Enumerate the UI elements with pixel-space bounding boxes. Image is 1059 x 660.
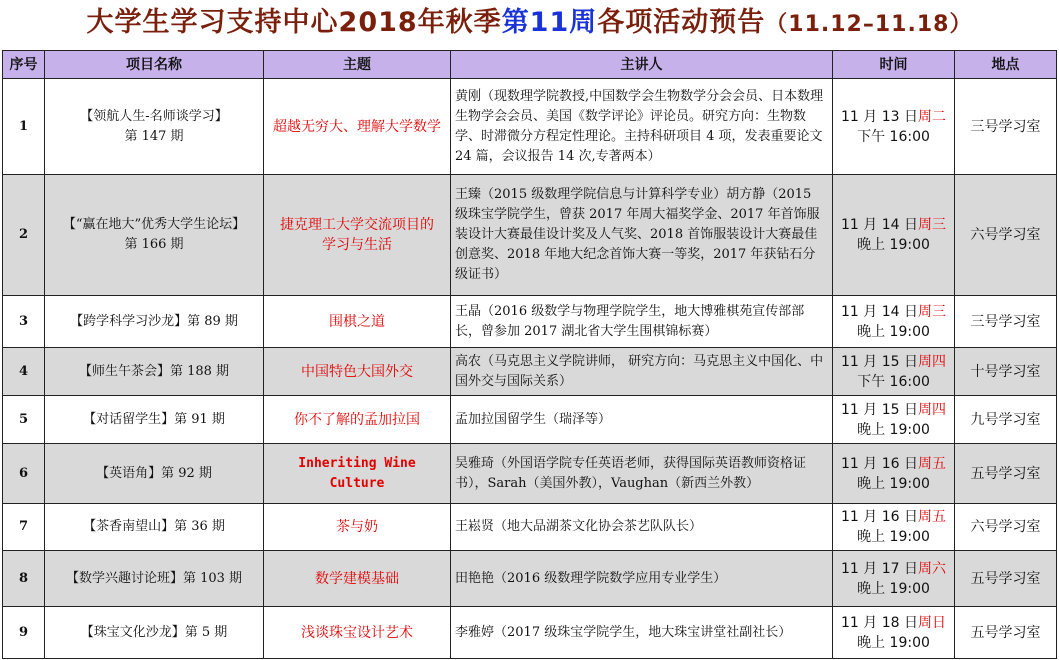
row-number: 1 bbox=[3, 79, 45, 175]
row-number: 2 bbox=[3, 175, 45, 296]
project-name bbox=[45, 504, 264, 551]
row-number: 7 bbox=[3, 504, 45, 551]
speaker: 王晶（2016 级数学与物理学院学生，地大博雅棋苑宣传部部长，曾参加 2017 湖北省大学生围棋锦标赛） bbox=[451, 296, 833, 348]
clock: 晚上 19:00 bbox=[857, 475, 930, 492]
topic bbox=[264, 348, 451, 396]
project-name bbox=[45, 348, 264, 396]
row-number: 5 bbox=[3, 396, 45, 444]
table-row bbox=[3, 551, 1057, 607]
project-line: 【领航人生-名师谈学习】 bbox=[80, 108, 228, 124]
project-name bbox=[45, 175, 264, 296]
time bbox=[833, 607, 955, 659]
date: 11 月 14 日 bbox=[841, 303, 918, 320]
topic bbox=[264, 444, 451, 504]
project-line: 【数学兴趣讨论班】第 103 期 bbox=[65, 570, 243, 586]
row-number: 3 bbox=[3, 296, 45, 348]
table-row bbox=[3, 296, 1057, 348]
topic bbox=[264, 551, 451, 607]
project-line: 【跨学科学习沙龙】第 89 期 bbox=[70, 313, 238, 329]
date: 11 月 15 日 bbox=[841, 401, 918, 418]
speaker: 王臻（2015 级数理学院信息与计算科学专业）胡方静（2015 级珠宝学院学生，曾获 2017 年周大福奖学金、2017 年首饰服装设计大赛最佳设计奖及人气奖、2018 首饰服装设计大赛最佳创意奖、2018 年地大纪念首饰大赛一等奖，2017 年获钻石分级证书） bbox=[451, 175, 833, 296]
page-title bbox=[0, 0, 1059, 46]
date: 11 月 13 日 bbox=[841, 108, 918, 125]
weekday: 周五 bbox=[917, 455, 946, 472]
place: 三号学习室 bbox=[955, 296, 1057, 348]
time bbox=[833, 551, 955, 607]
header-row bbox=[3, 51, 1057, 79]
date: 11 月 14 日 bbox=[841, 217, 918, 233]
topic bbox=[264, 79, 451, 175]
table-row bbox=[3, 175, 1057, 296]
clock: 晚上 19:00 bbox=[857, 421, 930, 438]
speaker: 王崧贤（地大品湖茶文化协会茶艺队队长） bbox=[451, 504, 833, 551]
topic-line: 学习与生活 bbox=[322, 237, 392, 253]
header-place: 地点 bbox=[955, 51, 1057, 79]
topic-line: 你不了解的孟加拉国 bbox=[294, 411, 420, 428]
project-name bbox=[45, 396, 264, 444]
title-date-range: （11.12–11.18） bbox=[765, 12, 973, 37]
clock: 晚上 19:00 bbox=[857, 529, 930, 545]
project-name bbox=[45, 79, 264, 175]
activity-table bbox=[2, 50, 1057, 659]
date: 11 月 18 日 bbox=[841, 614, 918, 631]
table-row bbox=[3, 607, 1057, 659]
weekday: 周五 bbox=[917, 509, 946, 525]
project-line: 【师生午茶会】第 188 期 bbox=[78, 363, 230, 379]
table-row bbox=[3, 79, 1057, 175]
weekday: 周日 bbox=[917, 614, 946, 631]
weekday: 周六 bbox=[917, 560, 946, 577]
topic bbox=[264, 175, 451, 296]
speaker: 高农（马克思主义学院讲师， 研究方向：马克思主义中国化、中国外交与国际关系） bbox=[451, 348, 833, 396]
topic bbox=[264, 504, 451, 551]
weekday: 周三 bbox=[917, 217, 946, 233]
header-topic: 主题 bbox=[264, 51, 451, 79]
time bbox=[833, 504, 955, 551]
title-week: 第11周 bbox=[501, 7, 598, 38]
weekday: 周四 bbox=[917, 353, 946, 370]
speaker: 黄刚（现数理学院教授,中国数学会生物数学分会会员、日本数理生物学会会员、美国《数学评论》评论员。研究方向：生物数学、时滞微分方程定性理论。主持科研项目 4 项，发表重要论文 24 篇，会议报告 14 次,专著两本） bbox=[451, 79, 833, 175]
topic-line: 捷克理工大学交流项目的 bbox=[280, 217, 434, 233]
topic-line: 数学建模基础 bbox=[315, 570, 399, 587]
header-time: 时间 bbox=[833, 51, 955, 79]
row-number: 6 bbox=[3, 444, 45, 504]
clock: 晚上 19:00 bbox=[857, 237, 930, 253]
project-line: 第 166 期 bbox=[124, 237, 184, 252]
place: 六号学习室 bbox=[955, 504, 1057, 551]
table-row bbox=[3, 504, 1057, 551]
project-name bbox=[45, 296, 264, 348]
time bbox=[833, 348, 955, 396]
topic-line: Inheriting Wine Culture bbox=[298, 455, 416, 491]
row-number: 8 bbox=[3, 551, 45, 607]
title-main: 大学生学习支持中心2018年秋季 bbox=[86, 7, 502, 38]
time bbox=[833, 396, 955, 444]
topic bbox=[264, 296, 451, 348]
header-no: 序号 bbox=[3, 51, 45, 79]
speaker: 田艳艳（2016 级数理学院数学应用专业学生） bbox=[451, 551, 833, 607]
time bbox=[833, 175, 955, 296]
topic bbox=[264, 396, 451, 444]
table-row bbox=[3, 396, 1057, 444]
project-name bbox=[45, 607, 264, 659]
topic-line: 中国特色大国外交 bbox=[301, 363, 413, 380]
project-name bbox=[45, 551, 264, 607]
project-line: 【茶香南望山】第 36 期 bbox=[83, 519, 225, 534]
project-line: 【珠宝文化沙龙】第 5 期 bbox=[80, 624, 228, 640]
speaker: 孟加拉国留学生（瑞泽等） bbox=[451, 396, 833, 444]
date: 11 月 16 日 bbox=[841, 509, 918, 525]
date: 11 月 16 日 bbox=[841, 455, 918, 472]
time bbox=[833, 444, 955, 504]
clock: 下午 16:00 bbox=[857, 373, 930, 390]
project-line: 【“赢在地大”优秀大学生论坛】 bbox=[62, 217, 246, 232]
place: 六号学习室 bbox=[955, 175, 1057, 296]
title-rest: 各项活动预告 bbox=[597, 7, 766, 38]
weekday: 周三 bbox=[917, 303, 946, 320]
topic-line: 超越无穷大、理解大学数学 bbox=[273, 118, 441, 135]
place: 五号学习室 bbox=[955, 551, 1057, 607]
project-line: 【英语角】第 92 期 bbox=[96, 465, 212, 481]
project-line: 【对话留学生】第 91 期 bbox=[83, 411, 225, 427]
clock: 晚上 19:00 bbox=[857, 323, 930, 340]
project-line: 第 147 期 bbox=[124, 128, 184, 144]
place: 五号学习室 bbox=[955, 607, 1057, 659]
date: 11 月 15 日 bbox=[841, 353, 918, 370]
place: 五号学习室 bbox=[955, 444, 1057, 504]
header-project: 项目名称 bbox=[45, 51, 264, 79]
row-number: 9 bbox=[3, 607, 45, 659]
place: 十号学习室 bbox=[955, 348, 1057, 396]
project-name bbox=[45, 444, 264, 504]
time bbox=[833, 296, 955, 348]
speaker: 李雅婷（2017 级珠宝学院学生，地大珠宝讲堂社副社长） bbox=[451, 607, 833, 659]
table-row bbox=[3, 444, 1057, 504]
place: 三号学习室 bbox=[955, 79, 1057, 175]
clock: 下午 16:00 bbox=[857, 128, 930, 145]
weekday: 周四 bbox=[917, 401, 946, 418]
place: 九号学习室 bbox=[955, 396, 1057, 444]
topic-line: 茶与奶 bbox=[336, 519, 378, 535]
speaker: 吴雅琦（外国语学院专任英语老师，获得国际英语教师资格证书），Sarah（美国外教），Vaughan（新西兰外教） bbox=[451, 444, 833, 504]
time bbox=[833, 79, 955, 175]
header-speaker: 主讲人 bbox=[451, 51, 833, 79]
weekday: 周二 bbox=[917, 108, 946, 125]
topic-line: 浅谈珠宝设计艺术 bbox=[301, 624, 413, 641]
row-number: 4 bbox=[3, 348, 45, 396]
table-row bbox=[3, 348, 1057, 396]
clock: 晚上 19:00 bbox=[857, 634, 930, 651]
clock: 晚上 19:00 bbox=[857, 580, 930, 597]
topic-line: 围棋之道 bbox=[329, 313, 385, 330]
topic bbox=[264, 607, 451, 659]
date: 11 月 17 日 bbox=[841, 560, 918, 577]
